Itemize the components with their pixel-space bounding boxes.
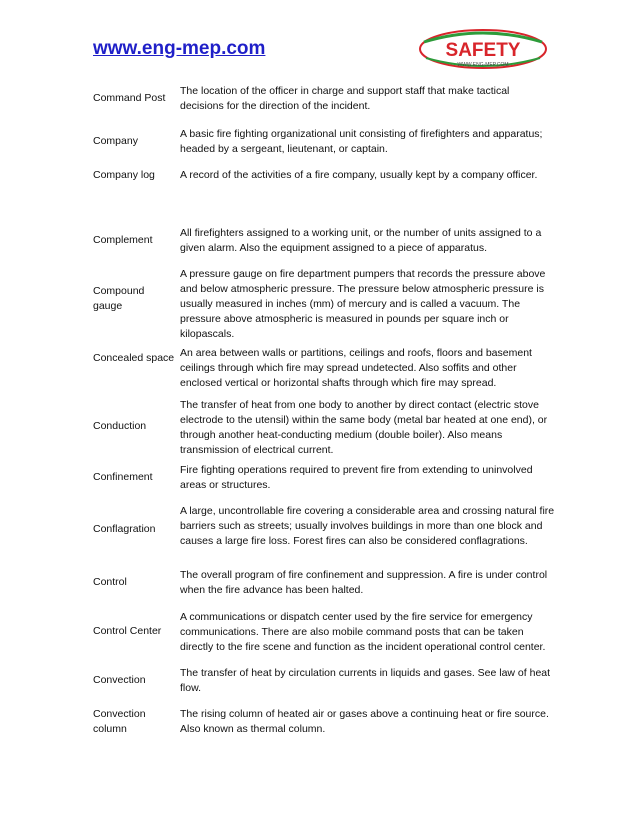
term-definition: The location of the officer in charge and support staff that make tactical decisions for the direction of the incident. (180, 85, 510, 112)
term-label: Convection column (93, 708, 146, 735)
term-label: Control Center (93, 625, 162, 637)
term-label: Control (93, 576, 127, 588)
term-label: Conflagration (93, 523, 156, 535)
term-definition: All firefighters assigned to a working unit, or the number of units assigned to a given alarm. Also the equipment assigned to a piece of apparatus. (180, 227, 542, 254)
term-definition: The rising column of heated air or gases above a continuing heat or fire source. Also known as thermal column. (180, 708, 549, 735)
term-definition: A record of the activities of a fire company, usually kept by a company officer. (180, 169, 538, 181)
term-definition: An area between walls or partitions, ceilings and roofs, floors and basement ceilings through which fire may spread undetected. Also soffits and other enclosed vertical or horizontal shafts through which fire may spread. (180, 347, 532, 389)
term-label: Confinement (93, 471, 153, 483)
logo-subtext: WWW.ENG-MEP.COM (457, 62, 509, 68)
term-label: Company (93, 135, 138, 147)
term-definition: A large, uncontrollable fire covering a considerable area and crossing natural fire barriers such as streets; usually involves buildings in more than one block and causes a large fire loss. Forest fires can also be considered conflagrations. (180, 505, 555, 547)
term-definition: The transfer of heat from one body to another by direct contact (electric stove electrode to the utensil) within the same body (metal bar heated at one end), or through another heat-conducting medium (double boiler). Also means transmission of electrical current. (180, 399, 548, 456)
logo-wordmark: SAFETY (445, 40, 521, 61)
term-label: Complement (93, 234, 153, 246)
term-label: Convection (93, 674, 146, 686)
term-definition: Fire fighting operations required to prevent fire from extending to uninvolved areas or structures. (180, 464, 533, 491)
term-label: Conduction (93, 420, 147, 432)
term-label: Compound gauge (93, 285, 145, 312)
term-definition: A pressure gauge on fire department pumpers that records the pressure above and below atmospheric pressure. The pressure below atmospheric pressure is usually measured in inches (mm) of mercury and is called a vacuum. The pressure above atmospheric is measured in pounds per square inch or kilopascals. (180, 268, 546, 340)
term-label: Command Post (93, 92, 166, 104)
site-url-link[interactable]: www.eng-mep.com (93, 38, 266, 59)
term-definition: A communications or dispatch center used by the fire service for emergency communications. There are also mobile command posts that can be taken directly to the fire scene and function as the incident operational control center. (180, 611, 546, 653)
term-definition: The overall program of fire confinement and suppression. A fire is under control when the fire advance has been halted. (180, 569, 548, 596)
term-label: Concealed space (93, 352, 175, 364)
term-label: Company log (93, 169, 155, 181)
term-definition: The transfer of heat by circulation currents in liquids and gases. See law of heat flow. (180, 667, 551, 694)
term-definition: A basic fire fighting organizational unit consisting of firefighters and apparatus; headed by a sergeant, lieutenant, or captain. (180, 128, 543, 155)
safety-logo (418, 28, 548, 70)
